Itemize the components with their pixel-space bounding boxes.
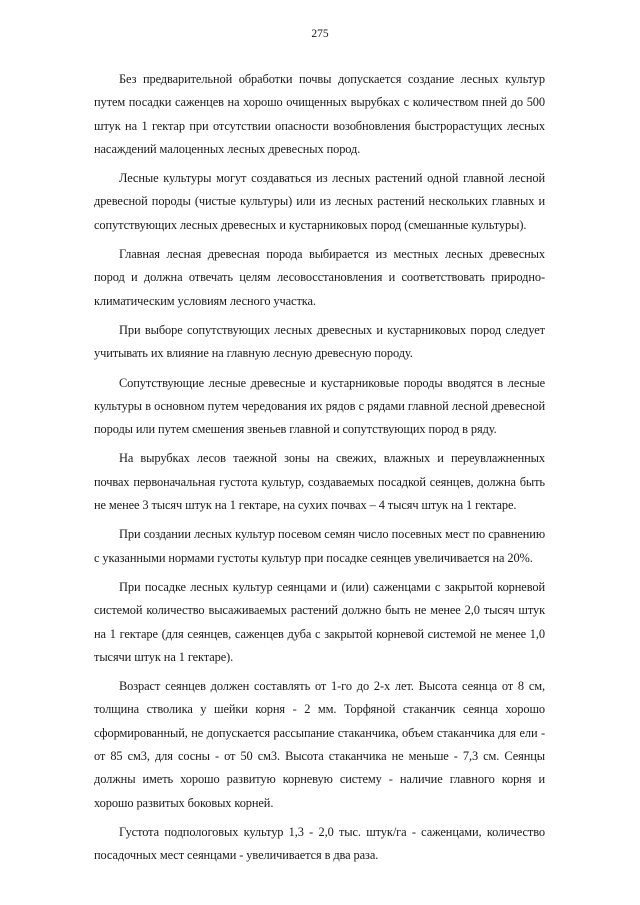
paragraph: На вырубках лесов таежной зоны на свежих, влажных и переувлажненных почвах первоначальная густота культур, создаваемых посадкой сеянцев, должна быть не менее 3 тысяч штук на 1 гектаре, на сухих почвах – 4 тысяч штук на 1 гектаре. [94,451,545,513]
body-text [94,68,545,874]
paragraph: Возраст сеянцев должен составлять от 1-го до 2-х лет. Высота сеянца от 8 см, толщина стволика у шейки корня - 2 мм. Торфяной стаканчик сеянца хорошо сформированный, не допускается рассыпание стаканчика, объем стаканчика для ели - от 85 см3, для сосны - от 50 см3. Высота стаканчика не меньше - 7,3 см. Сеянцы должны иметь хорошо развитую корневую систему - наличие главного корня и хорошо развитых боковых корней. [94,679,545,810]
paragraph: При посадке лесных культур сеянцами и (или) саженцами с закрытой корневой системой количество высаживаемых растений должно быть не менее 2,0 тысяч штук на 1 гектаре (для сеянцев, саженцев дуба с закрытой корневой системой не менее 1,0 тысячи штук на 1 гектаре). [94,579,545,664]
paragraph: При выборе сопутствующих лесных древесных и кустарниковых пород следует учитывать их влияние на главную лесную древесную породу. [94,322,545,361]
paragraph: Лесные культуры могут создаваться из лесных растений одной главной лесной древесной породы (чистые культуры) или из лесных растений нескольких главных и сопутствующих лесных древесных и кустарниковых пород (смешанные культуры). [94,171,545,232]
paragraph: Главная лесная древесная порода выбирается из местных лесных древесных пород и должна отвечать целям лесовосстановления и соответствовать природно-климатическим условиям лесного участка. [94,247,545,308]
page-number: 275 [311,28,329,40]
paragraph: Густота подпологовых культур 1,3 - 2,0 тыс. штук/га - саженцами, количество посадочных мест сеянцами - увеличивается в два раза. [94,824,545,863]
paragraph: Без предварительной обработки почвы допускается создание лесных культур путем посадки саженцев на хорошо очищенных вырубках с количеством пней до 500 штук на 1 гектар при отсутствии опасности возобновления быстрорастущих лесных насаждений малоценных лесных древесных пород. [94,72,545,156]
paragraph: Сопутствующие лесные древесные и кустарниковые породы вводятся в лесные культуры в основном путем чередования их рядов с рядами главной лесной древесной породы или путем смешения звеньев главной и сопутствующих пород в ряду. [94,375,545,437]
paragraph: При создании лесных культур посевом семян число посевных мест по сравнению с указанными нормами густоты культур при посадке сеянцев увеличивается на 20%. [94,527,545,565]
